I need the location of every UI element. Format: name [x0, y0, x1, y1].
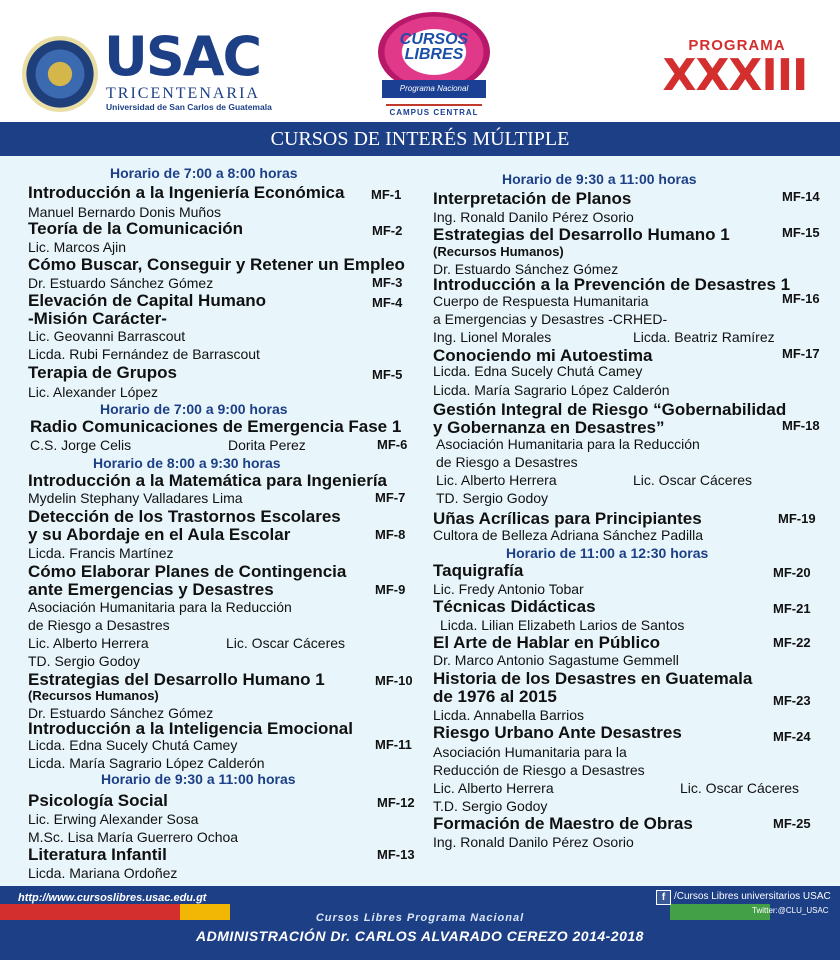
course-code-mf25: MF-25	[773, 816, 811, 831]
course-code-mf21: MF-21	[773, 601, 811, 616]
course-code-mf9: MF-9	[375, 582, 406, 597]
instructor-mf18-1: Asociación Humanitaria para la Reducción	[436, 436, 700, 452]
cursos-libres-line1: CURSOS	[399, 31, 469, 48]
twitter-handle[interactable]: Twitter:@CLU_USAC	[752, 906, 829, 915]
course-code-mf10: MF-10	[375, 673, 413, 688]
course-code-mf19: MF-19	[778, 511, 816, 526]
instructor-mf11-1: Licda. Edna Sucely Chutá Camey	[28, 737, 238, 753]
course-code-mf3: MF-3	[372, 275, 403, 290]
course-title-mf8-line1: Detección de los Trastornos Escolares	[28, 507, 341, 526]
instructor-mf16-1: Cuerpo de Respuesta Humanitaria	[433, 293, 649, 309]
schedule-heading-left-4: Horario de 9:30 a 11:00 horas	[101, 771, 296, 787]
course-title-mf10-line2: (Recursos Humanos)	[28, 688, 159, 703]
instructor-mf24-4: T.D. Sergio Godoy	[433, 798, 548, 814]
instructor-mf24-3a: Lic. Alberto Herrera	[433, 780, 554, 796]
course-title-mf17: Conociendo mi Autoestima	[433, 346, 653, 365]
course-code-mf5: MF-5	[372, 367, 403, 382]
campus-central-label: CAMPUS CENTRAL	[386, 104, 482, 120]
course-code-mf6: MF-6	[377, 437, 408, 452]
instructor-mf16-2: a Emergencias y Desastres -CRHED-	[433, 311, 668, 327]
instructor-mf23: Licda. Annabella Barrios	[433, 707, 584, 723]
instructor-mf12-1: Lic. Erwing Alexander Sosa	[28, 811, 199, 827]
instructor-mf18-2: de Riesgo a Desastres	[436, 454, 578, 470]
course-code-mf20: MF-20	[773, 565, 811, 580]
instructor-mf22: Dr. Marco Antonio Sagastume Gemmell	[433, 652, 679, 668]
instructor-mf2: Lic. Marcos Ajin	[28, 239, 127, 255]
instructor-mf14: Ing. Ronald Danilo Pérez Osorio	[433, 209, 634, 225]
instructor-mf24-2: Reducción de Riesgo a Desastres	[433, 762, 645, 778]
instructor-mf16-3a: Ing. Lionel Morales	[433, 329, 552, 345]
instructor-mf6-1: C.S. Jorge Celis	[30, 437, 132, 453]
instructor-mf1: Manuel Bernardo Donis Muños	[28, 204, 221, 220]
course-title-mf24: Riesgo Urbano Ante Desastres	[433, 723, 682, 742]
course-title-mf8-line2: y su Abordaje en el Aula Escolar	[28, 525, 291, 544]
course-code-mf13: MF-13	[377, 847, 415, 862]
instructor-mf7: Mydelin Stephany Valladares Lima	[28, 490, 243, 506]
course-title-mf23-line2: de 1976 al 2015	[433, 687, 557, 706]
instructor-mf3: Dr. Estuardo Sánchez Gómez	[28, 275, 214, 291]
instructor-mf9-2: de Riesgo a Desastres	[28, 617, 170, 633]
instructor-mf15: Dr. Estuardo Sánchez Gómez	[433, 261, 619, 277]
course-title-mf16: Introducción a la Prevención de Desastres 1	[433, 275, 791, 294]
course-title-mf18-line1: Gestión Integral de Riesgo “Gobernabilidad	[433, 400, 787, 419]
course-title-mf22: El Arte de Hablar en Público	[433, 633, 661, 652]
course-title-mf12: Psicología Social	[28, 791, 168, 810]
course-title-mf15-line1: Estrategias del Desarrollo Humano 1	[433, 225, 730, 244]
course-title-mf5: Terapia de Grupos	[28, 363, 177, 382]
course-code-mf4: MF-4	[372, 295, 403, 310]
course-title-mf13: Literatura Infantil	[28, 845, 167, 864]
course-code-mf7: MF-7	[375, 490, 406, 505]
instructor-mf6-2: Dorita Perez	[228, 437, 306, 453]
schedule-heading-left-1: Horario de 7:00 a 8:00 horas	[110, 165, 298, 181]
cursos-libres-line2: LIBRES	[404, 46, 464, 63]
programa-nacional-band: Programa Nacional	[382, 80, 486, 98]
instructor-mf10: Dr. Estuardo Sánchez Gómez	[28, 705, 214, 721]
instructor-mf21: Licda. Lilian Elizabeth Larios de Santos	[440, 617, 685, 633]
schedule-heading-right-1: Horario de 9:30 a 11:00 horas	[502, 171, 697, 187]
programa-number: XXXIII	[662, 50, 808, 101]
title-banner	[0, 122, 840, 156]
course-title-mf4-line1: Elevación de Capital Humano	[28, 291, 267, 310]
course-title-mf14: Interpretación de Planos	[433, 189, 632, 208]
course-code-mf24: MF-24	[773, 729, 811, 744]
course-title-mf10-line1: Estrategias del Desarrollo Humano 1	[28, 670, 325, 689]
course-code-mf1: MF-1	[371, 187, 402, 202]
course-title-mf9-line1: Cómo Elaborar Planes de Contingencia	[28, 562, 347, 581]
course-title-mf9-line2: ante Emergencias y Desastres	[28, 580, 274, 599]
course-code-mf16: MF-16	[782, 291, 820, 306]
instructor-mf24-3b: Lic. Oscar Cáceres	[680, 780, 800, 796]
instructor-mf18-3a: Lic. Alberto Herrera	[436, 472, 557, 488]
course-title-mf3: Cómo Buscar, Conseguir y Retener un Empleo	[28, 255, 405, 274]
course-code-mf12: MF-12	[377, 795, 415, 810]
cursos-libres-logo	[378, 12, 490, 118]
instructor-mf18-3b: Lic. Oscar Cáceres	[633, 472, 753, 488]
usac-university-name: Universidad de San Carlos de Guatemala	[106, 102, 272, 112]
instructor-mf25: Ing. Ronald Danilo Pérez Osorio	[433, 834, 634, 850]
course-title-mf20: Taquigrafía	[433, 561, 524, 580]
instructor-mf16-3b: Licda. Beatriz Ramírez	[633, 329, 775, 345]
course-title-mf21: Técnicas Didácticas	[433, 597, 596, 616]
course-code-mf18: MF-18	[782, 418, 820, 433]
course-list	[0, 156, 840, 886]
course-title-mf7: Introducción a la Matemática para Ingeniería	[28, 471, 387, 490]
instructor-mf12-2: M.Sc. Lisa María Guerrero Ochoa	[28, 829, 239, 845]
course-title-mf2: Teoría de la Comunicación	[28, 219, 244, 238]
course-title-mf6: Radio Comunicaciones de Emergencia Fase 1	[30, 417, 402, 436]
footer-administration: ADMINISTRACIÓN Dr. CARLOS ALVARADO CEREZO 2014-2018	[196, 928, 644, 944]
course-title-mf19: Uñas Acrílicas para Principiantes	[433, 509, 702, 528]
footer	[0, 886, 840, 960]
facebook-icon: f	[656, 890, 671, 905]
instructor-mf4-2: Licda. Rubi Fernández de Barrascout	[28, 346, 260, 362]
website-link[interactable]: http://www.cursoslibres.usac.edu.gt	[18, 892, 207, 904]
course-code-mf22: MF-22	[773, 635, 811, 650]
instructor-mf9-1: Asociación Humanitaria para la Reducción	[28, 599, 292, 615]
course-code-mf14: MF-14	[782, 189, 820, 204]
instructor-mf17-1: Licda. Edna Sucely Chutá Camey	[433, 363, 643, 379]
schedule-heading-left-2: Horario de 7:00 a 9:00 horas	[100, 401, 288, 417]
instructor-mf13: Licda. Mariana Ordoñez	[28, 865, 178, 881]
programa-title: PROGRAMA	[688, 37, 786, 54]
course-code-mf11: MF-11	[375, 737, 412, 752]
course-code-mf17: MF-17	[782, 346, 820, 361]
header	[0, 0, 840, 122]
course-title-mf25: Formación de Maestro de Obras	[433, 814, 693, 833]
usac-logo-text: USAC	[104, 25, 261, 88]
instructor-mf17-2: Licda. María Sagrario López Calderón	[433, 382, 670, 398]
instructor-mf9-4: TD. Sergio Godoy	[28, 653, 141, 669]
university-seal-icon	[22, 36, 98, 112]
course-title-mf23-line1: Historia de los Desastres en Guatemala	[433, 669, 753, 688]
cursos-libres-text	[378, 32, 490, 62]
instructor-mf9-3b: Lic. Oscar Cáceres	[226, 635, 346, 651]
footer-program-name: Cursos Libres Programa Nacional	[315, 912, 525, 924]
course-title-mf15-line2: (Recursos Humanos)	[433, 244, 564, 259]
instructor-mf20: Lic. Fredy Antonio Tobar	[433, 581, 584, 597]
instructor-mf24-1: Asociación Humanitaria para la	[433, 744, 627, 760]
instructor-mf8: Licda. Francis Martínez	[28, 545, 174, 561]
usac-tricentenaria: TRICENTENARIA	[106, 85, 260, 102]
page-title: CURSOS DE INTERÉS MÚLTIPLE	[270, 128, 570, 150]
course-code-mf2: MF-2	[372, 223, 403, 238]
instructor-mf11-2: Licda. María Sagrario López Calderón	[28, 755, 265, 771]
schedule-heading-right-2: Horario de 11:00 a 12:30 horas	[506, 545, 709, 561]
course-title-mf4-line2: -Misión Carácter-	[28, 309, 167, 328]
course-code-mf8: MF-8	[375, 527, 406, 542]
instructor-mf19: Cultora de Belleza Adriana Sánchez Padilla	[433, 527, 704, 543]
instructor-mf9-3a: Lic. Alberto Herrera	[28, 635, 149, 651]
instructor-mf18-4: TD. Sergio Godoy	[436, 490, 549, 506]
instructor-mf4-1: Lic. Geovanni Barrascout	[28, 328, 186, 344]
course-title-mf1: Introducción a la Ingeniería Económica	[28, 183, 345, 202]
schedule-heading-left-3: Horario de 8:00 a 9:30 horas	[93, 455, 281, 471]
facebook-page-link[interactable]: /Cursos Libres universitarios USAC	[674, 891, 831, 902]
course-code-mf23: MF-23	[773, 693, 811, 708]
instructor-mf5: Lic. Alexander López	[28, 384, 158, 400]
course-title-mf11: Introducción a la Inteligencia Emocional	[28, 719, 353, 738]
course-title-mf18-line2: y Gobernanza en Desastres”	[433, 418, 665, 437]
course-code-mf15: MF-15	[782, 225, 820, 240]
